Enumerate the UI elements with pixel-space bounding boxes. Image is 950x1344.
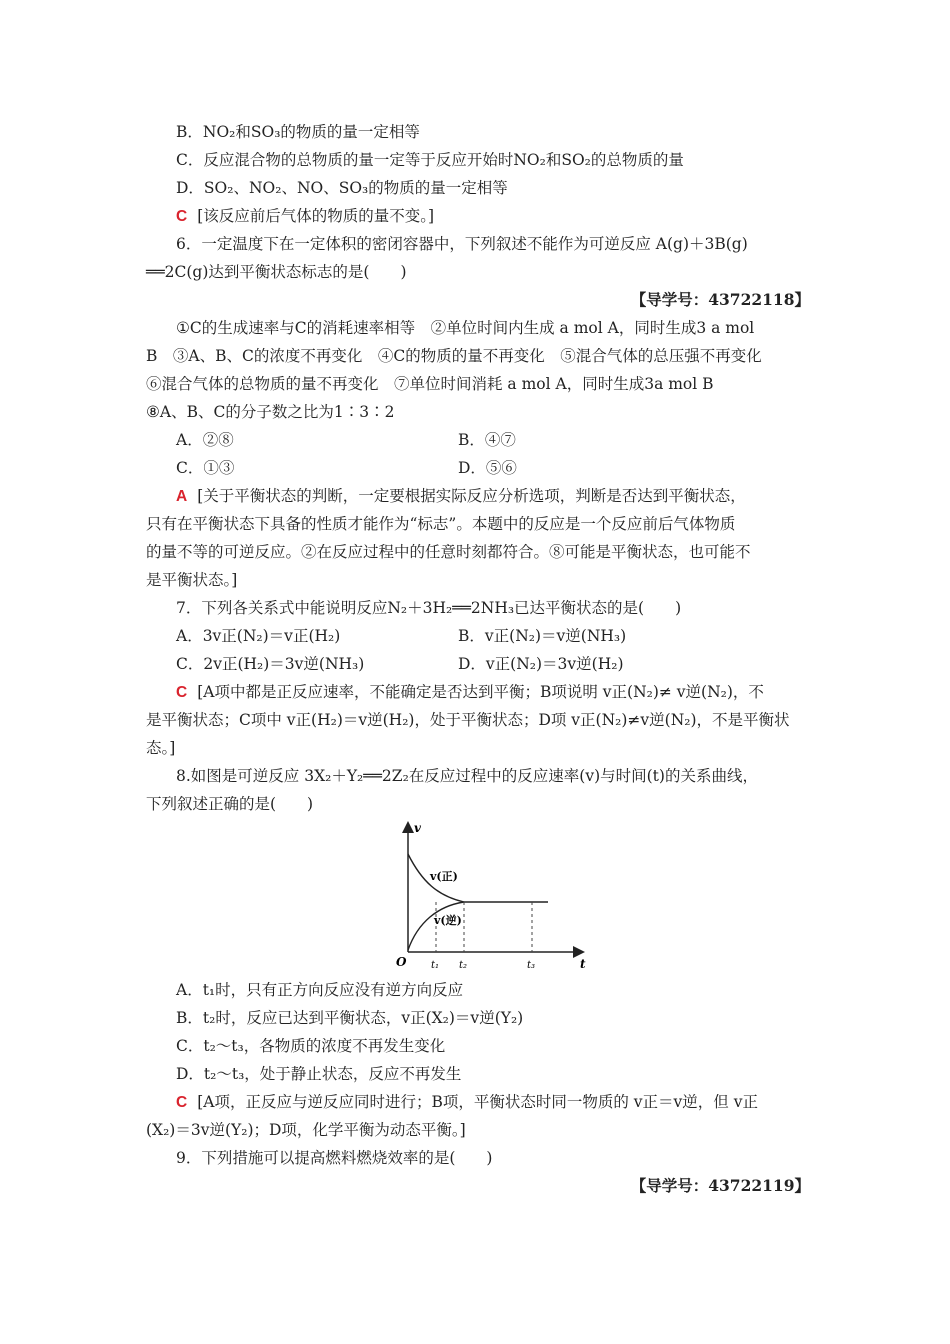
q6-option-d: D．⑤⑥ bbox=[458, 459, 517, 477]
q7-stem: 7．下列各关系式中能说明反应N₂＋3H₂══2NH₃已达平衡状态的是( ) bbox=[176, 599, 682, 617]
q6-reference-number: 【导学号：43722118】 bbox=[630, 290, 810, 309]
q7-explanation-line-1: [A项中都是正反应速率，不能确定是否达到平衡；B项说明 v正(N₂)≠ v逆(N₂)，不 bbox=[197, 683, 764, 701]
q7-answer-line bbox=[176, 681, 764, 704]
q8-option-a: A．t₁时，只有正方向反应没有逆方向反应 bbox=[176, 981, 464, 999]
q5-answer-line bbox=[176, 205, 434, 228]
tick-label-t2: t₂ bbox=[459, 960, 468, 971]
q6-statement-line-3: ⑥混合气体的总物质的量不再变化 ⑦单位时间消耗 a mol A，同时生成3a mol B bbox=[146, 375, 714, 393]
tick-label-t1: t₁ bbox=[431, 960, 440, 971]
q6-explanation-line-3: 的量不等的可逆反应。②在反应过程中的任意时刻都符合。⑧可能是平衡状态，也可能不 bbox=[146, 543, 751, 561]
q8-explanation-line-2: (X₂)＝3v逆(Y₂)；D项，化学平衡为动态平衡。] bbox=[146, 1121, 466, 1139]
q8-option-c: C．t₂～t₃，各物质的浓度不再发生变化 bbox=[176, 1037, 446, 1055]
q5-option-c: C．反应混合物的总物质的量一定等于反应开始时NO₂和SO₂的总物质的量 bbox=[176, 151, 684, 169]
q8-answer: C bbox=[176, 1094, 188, 1111]
q5-option-d: D．SO₂、NO₂、NO、SO₃的物质的量一定相等 bbox=[176, 179, 508, 197]
origin-label: O bbox=[396, 955, 407, 969]
q7-option-a: A．3v正(N₂)＝v正(H₂) bbox=[176, 627, 341, 645]
y-axis-label: v bbox=[414, 821, 421, 835]
q9-reference-number: 【导学号：43722119】 bbox=[630, 1176, 810, 1195]
q6-statement-line-2: B ③A、B、C的浓度不再变化 ④C的物质的量不再变化 ⑤混合气体的总压强不再变化 bbox=[146, 347, 762, 365]
q6-explanation-line-4: 是平衡状态。] bbox=[146, 571, 238, 589]
q8-option-d: D．t₂～t₃，处于静止状态，反应不再发生 bbox=[176, 1065, 462, 1083]
q6-option-c: C．①③ bbox=[176, 459, 235, 477]
q6-statement-line-4: ⑧A、B、C的分子数之比为1∶3∶2 bbox=[146, 403, 395, 421]
q7-option-d: D．v正(N₂)＝3v逆(H₂) bbox=[458, 655, 624, 673]
q6-explanation-line-1: [关于平衡状态的判断，一定要根据实际反应分析选项，判断是否达到平衡状态， bbox=[197, 487, 746, 505]
q7-option-c: C．2v正(H₂)＝3v逆(NH₃) bbox=[176, 655, 365, 673]
x-axis-label: t bbox=[580, 957, 586, 971]
q6-stem-line-1: 6．一定温度下在一定体积的密闭容器中，下列叙述不能作为可逆反应 A(g)＋3B(g) bbox=[176, 235, 748, 253]
q8-stem-line-2: 下列叙述正确的是( ) bbox=[146, 795, 314, 813]
q8-option-b: B．t₂时，反应已达到平衡状态，v正(X₂)＝v逆(Y₂) bbox=[176, 1009, 524, 1027]
q6-answer: A bbox=[176, 488, 188, 505]
q7-answer: C bbox=[176, 684, 188, 701]
q5-option-b: B．NO₂和SO₃的物质的量一定相等 bbox=[176, 123, 420, 141]
q7-explanation-line-3: 态。] bbox=[146, 739, 176, 757]
q9-stem: 9．下列措施可以提高燃料燃烧效率的是( ) bbox=[176, 1149, 493, 1167]
q7-explanation-line-2: 是平衡状态；C项中 v正(H₂)＝v逆(H₂)，处于平衡状态；D项 v正(N₂)≠v逆(N₂)，不是平衡状 bbox=[146, 711, 790, 729]
q8-stem-line-1: 8.如图是可逆反应 3X₂＋Y₂══2Z₂在反应过程中的反应速率(v)与时间(t)的关系曲线， bbox=[176, 767, 758, 785]
q5-explanation: [该反应前后气体的物质的量不变。] bbox=[197, 207, 435, 225]
q8-answer-line bbox=[176, 1091, 758, 1114]
q6-option-a: A．②⑧ bbox=[176, 431, 234, 449]
q8-explanation-line-1: [A项，正反应与逆反应同时进行；B项，平衡状态时同一物质的 v正＝v逆，但 v正 bbox=[197, 1093, 758, 1111]
q6-stem-line-2: ══2C(g)达到平衡状态标志的是( ) bbox=[146, 263, 407, 281]
q6-answer-line bbox=[176, 485, 746, 508]
q6-option-b: B．④⑦ bbox=[458, 431, 516, 449]
tick-label-t3: t₃ bbox=[527, 960, 536, 971]
rate-time-graph bbox=[390, 818, 600, 974]
forward-curve-label: v(正) bbox=[430, 870, 458, 883]
q7-option-b: B．v正(N₂)＝v逆(NH₃) bbox=[458, 627, 627, 645]
reverse-curve-label: v(逆) bbox=[434, 914, 462, 927]
q6-options-row-1 bbox=[176, 429, 234, 451]
q6-statement-line-1: ①C的生成速率与C的消耗速率相等 ②单位时间内生成 a mol A，同时生成3 a mol bbox=[176, 319, 755, 337]
q5-answer: C bbox=[176, 208, 188, 225]
q6-explanation-line-2: 只有在平衡状态下具备的性质才能作为“标志”。本题中的反应是一个反应前后气体物质 bbox=[146, 515, 736, 533]
